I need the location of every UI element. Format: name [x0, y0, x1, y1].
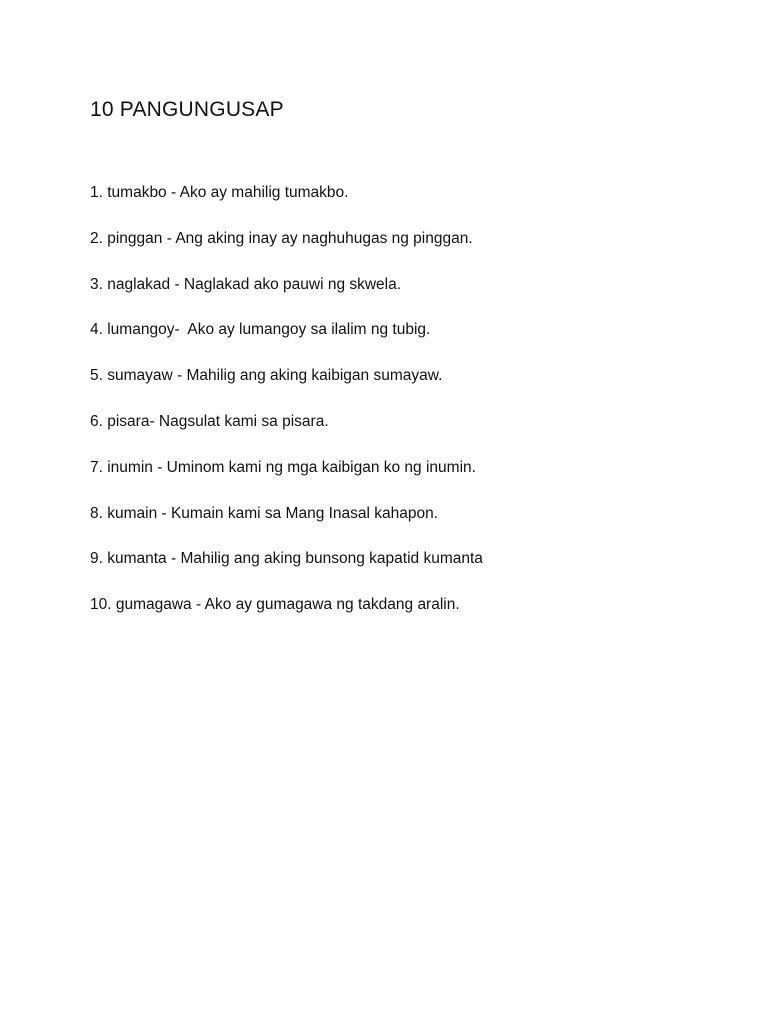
sentence-item-10: 10. gumagawa - Ako ay gumagawa ng takdang aralin.: [90, 596, 460, 614]
document-title: 10 PANGUNGUSAP: [90, 98, 284, 121]
sentence-list: [90, 182, 483, 640]
sentence-item-4: 4. lumangoy- Ako ay lumangoy sa ilalim ng tubig.: [90, 321, 431, 339]
sentence-item-7: 7. inumin - Uminom kami ng mga kaibigan ko ng inumin.: [90, 458, 476, 476]
sentence-item-1: 1. tumakbo - Ako ay mahilig tumakbo.: [90, 184, 349, 201]
sentence-item-9: 9. kumanta - Mahilig ang aking bunsong kapatid kumanta: [90, 550, 483, 568]
sentence-item-5: 5. sumayaw - Mahilig ang aking kaibigan sumayaw.: [90, 367, 443, 385]
sentence-item-6: 6. pisara- Nagsulat kami sa pisara.: [90, 412, 329, 430]
sentence-item-2: 2. pinggan - Ang aking inay ay naghuhugas ng pinggan.: [90, 229, 473, 247]
sentence-item-8: 8. kumain - Kumain kami sa Mang Inasal kahapon.: [90, 504, 439, 522]
sentence-item-3: 3. naglakad - Naglakad ako pauwi ng skwela.: [90, 275, 402, 293]
